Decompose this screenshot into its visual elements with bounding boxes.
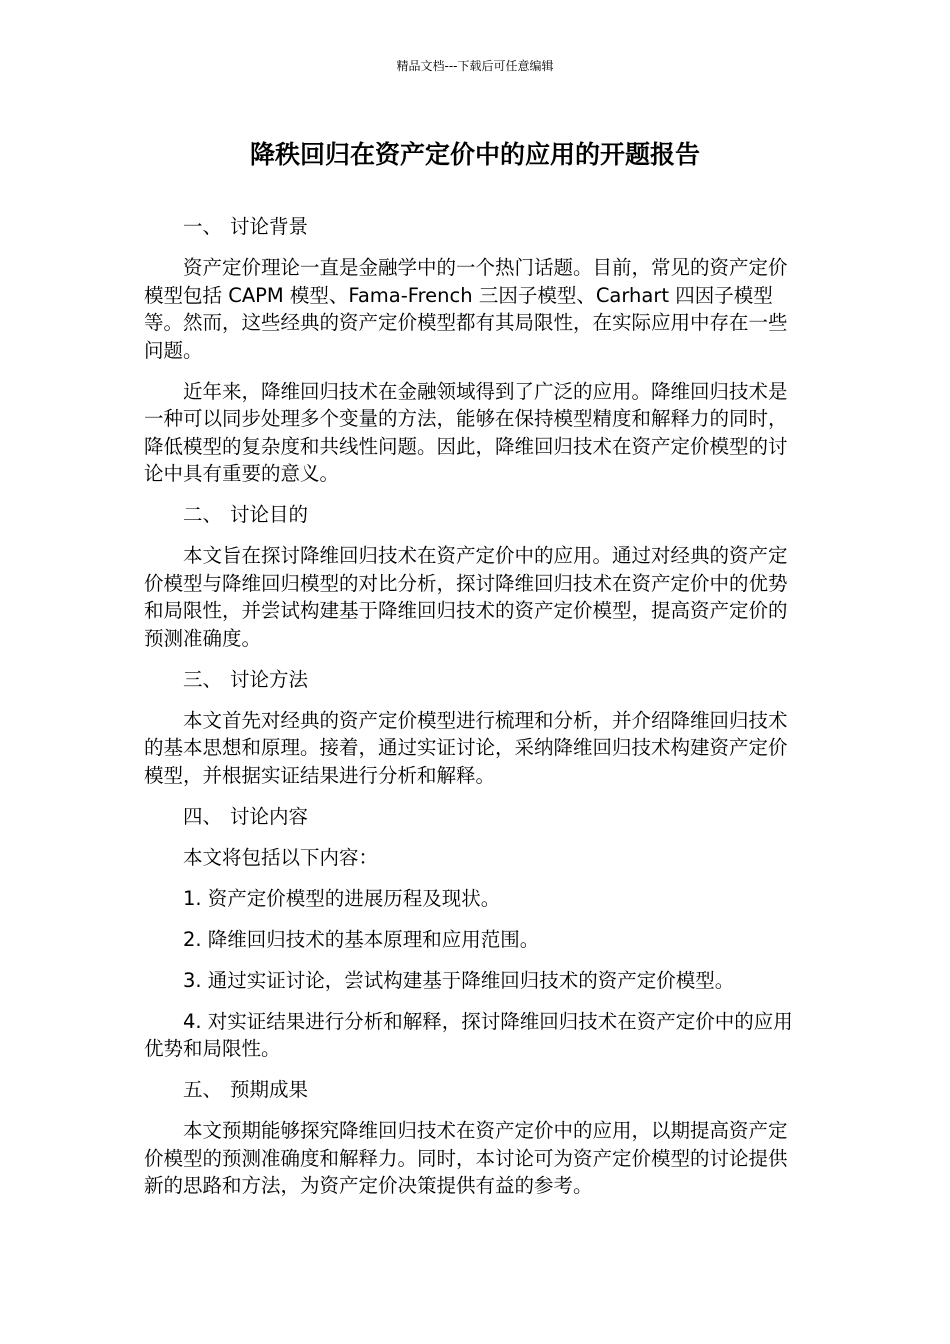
- list-item: 4. 对实证结果进行分析和解释，探讨降维回归技术在资产定价中的应用优势和局限性。: [144, 1009, 793, 1060]
- paragraph: 本文首先对经典的资产定价模型进行梳理和分析，并介绍降维回归技术的基本思想和原理。接着，通过实证讨论，采纳降维回归技术构建资产定价模型，并根据实证结果进行分析和解释。: [144, 708, 788, 787]
- document-body: [144, 213, 796, 1213]
- section-title: 讨论目的: [230, 503, 309, 526]
- list-item: 3. 通过实证讨论，尝试构建基于降维回归技术的资产定价模型。: [183, 968, 735, 992]
- section-number: 四、: [183, 804, 223, 828]
- section-title: 预期成果: [230, 1078, 309, 1101]
- section-number: 一、: [183, 215, 223, 238]
- section-heading-expected-results: [144, 1076, 796, 1104]
- section-heading-content: [144, 803, 796, 831]
- section-heading-background: [144, 213, 796, 241]
- section-heading-purpose: [144, 501, 796, 529]
- section-title: 讨论背景: [230, 215, 309, 238]
- list-item: 2. 降维回归技术的基本原理和应用范围。: [183, 927, 540, 951]
- paragraph: 资产定价理论一直是金融学中的一个热门话题。目前，常见的资产定价模型包括 CAPM 模型、Fama-French 三因子模型、Carhart 四因子模型等。然而，这些经典的资产定价模型都有其局限性，在实际应用中存在一些问题。: [144, 256, 788, 362]
- paragraph: 本文旨在探讨降维回归技术在资产定价中的应用。通过对经典的资产定价模型与降维回归模型的对比分析，探讨降维回归技术在资产定价中的优势和局限性，并尝试构建基于降维回归技术的资产定价模型，提高资产定价的预测准确度。: [144, 544, 788, 650]
- paragraph: 本文将包括以下内容：: [183, 845, 379, 869]
- paragraph: 本文预期能够探究降维回归技术在资产定价中的应用，以期提高资产定价模型的预测准确度和解释力。同时，本讨论可为资产定价模型的讨论提供新的思路和方法，为资产定价决策提供有益的参考。: [144, 1119, 788, 1197]
- section-heading-method: [144, 666, 796, 694]
- section-title: 讨论内容: [230, 804, 309, 828]
- header-note: 精品文档---下载后可任意编辑: [396, 59, 554, 73]
- document-title: 降秩回归在资产定价中的应用的开题报告: [249, 140, 700, 169]
- section-title: 讨论方法: [230, 667, 309, 691]
- section-number: 三、: [183, 667, 223, 691]
- section-number: 二、: [183, 503, 223, 526]
- list-item: 1. 资产定价模型的进展历程及现状。: [183, 886, 501, 910]
- section-number: 五、: [183, 1078, 223, 1101]
- paragraph: 近年来，降维回归技术在金融领域得到了广泛的应用。降维回归技术是一种可以同步处理多个变量的方法，能够在保持模型精度和解释力的同时，降低模型的复杂度和共线性问题。因此，降维回归技术在资产定价模型的讨论中具有重要的意义。: [144, 379, 788, 485]
